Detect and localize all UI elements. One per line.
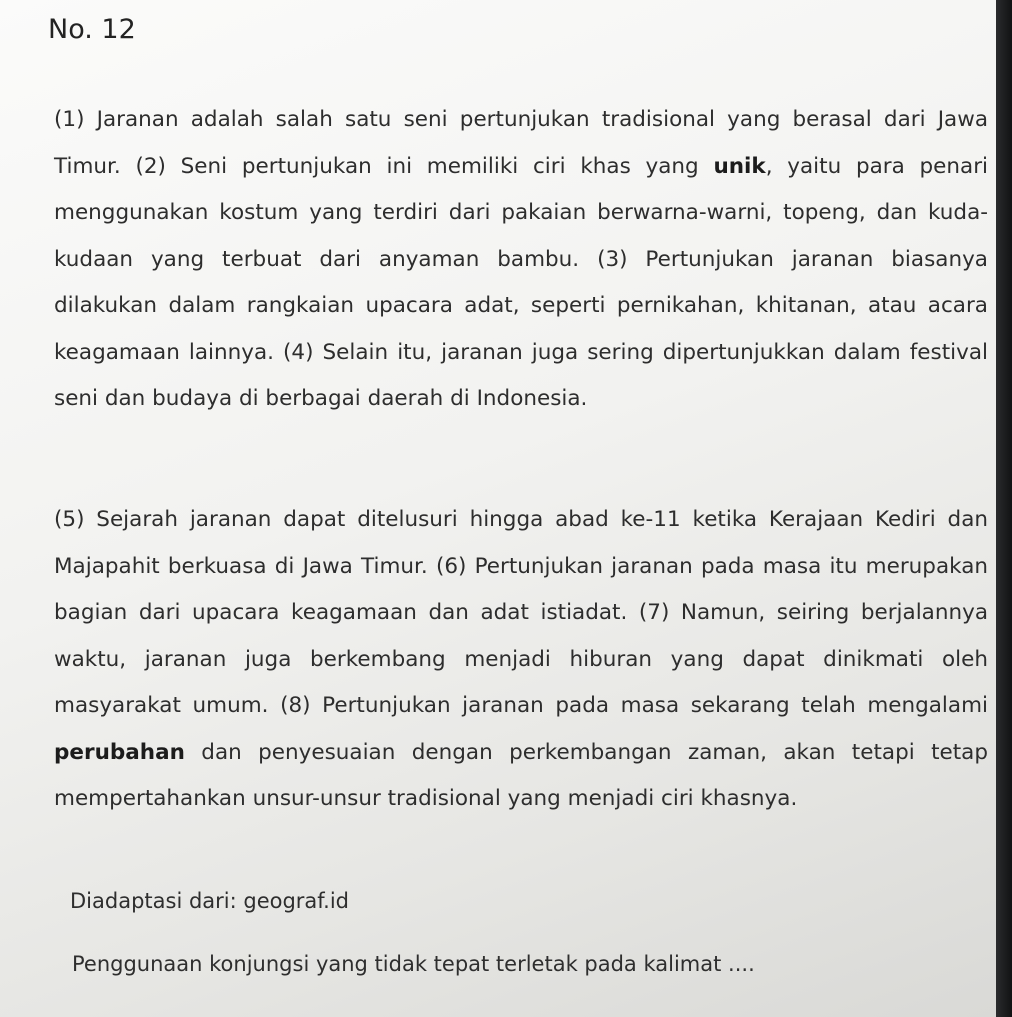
paragraph-1 xyxy=(54,97,988,423)
bold-word-perubahan: perubahan xyxy=(54,739,185,765)
paragraph-2 xyxy=(54,497,988,823)
source-citation: Diadaptasi dari: geograf.id xyxy=(70,889,350,913)
sentence-3: (3) Pertunjukan jaranan biasanya dilakukan dalam rangkaian upacara adat, seperti pernikahan, khitanan, atau acara keagamaan lainnya. xyxy=(54,246,988,365)
sentence-4: (4) Selain itu, jaranan juga sering dipertunjukkan dalam festival seni dan budaya di berbagai daerah di Indonesia. xyxy=(54,339,988,411)
question-number: No. 12 xyxy=(48,14,136,45)
sentence-2-start: (2) Seni pertunjukan ini memiliki ciri khas yang xyxy=(135,153,699,179)
sentence-5: (5) Sejarah jaranan dapat ditelusuri hingga abad ke-11 ketika Kerajaan Kediri dan Majapahit berkuasa di Jawa Timur. xyxy=(54,507,988,579)
sentence-1: (1) Jaranan adalah salah satu seni pertunjukan tradisional yang berasal dari Jawa Timur. xyxy=(54,107,988,179)
monitor-bezel xyxy=(996,0,1012,1017)
sentence-6: (6) Pertunjukan jaranan pada masa itu merupakan bagian dari upacara keagamaan dan adat istiadat. xyxy=(54,553,988,625)
sentence-7: (7) Namun, seiring berjalannya waktu, jaranan juga berkembang menjadi hiburan yang dapat dinikmati oleh masyarakat umum. xyxy=(54,600,988,718)
bold-word-unik: unik xyxy=(713,153,766,179)
sentence-2-end: , yaitu para penari menggunakan kostum yang terdiri dari pakaian berwarna-warni, topeng, dan kuda-kudaan yang terbuat dari anyaman bambu. xyxy=(54,153,989,272)
question-prompt: Penggunaan konjungsi yang tidak tepat terletak pada kalimat .... xyxy=(72,952,755,976)
sentence-8-end: dan penyesuaian dengan perkembangan zaman, akan tetapi tetap mempertahankan unsur-unsur tradisional yang menjadi ciri khasnya. xyxy=(54,739,988,811)
sentence-8-start: (8) Pertunjukan jaranan pada masa sekarang telah mengalami xyxy=(280,693,988,718)
